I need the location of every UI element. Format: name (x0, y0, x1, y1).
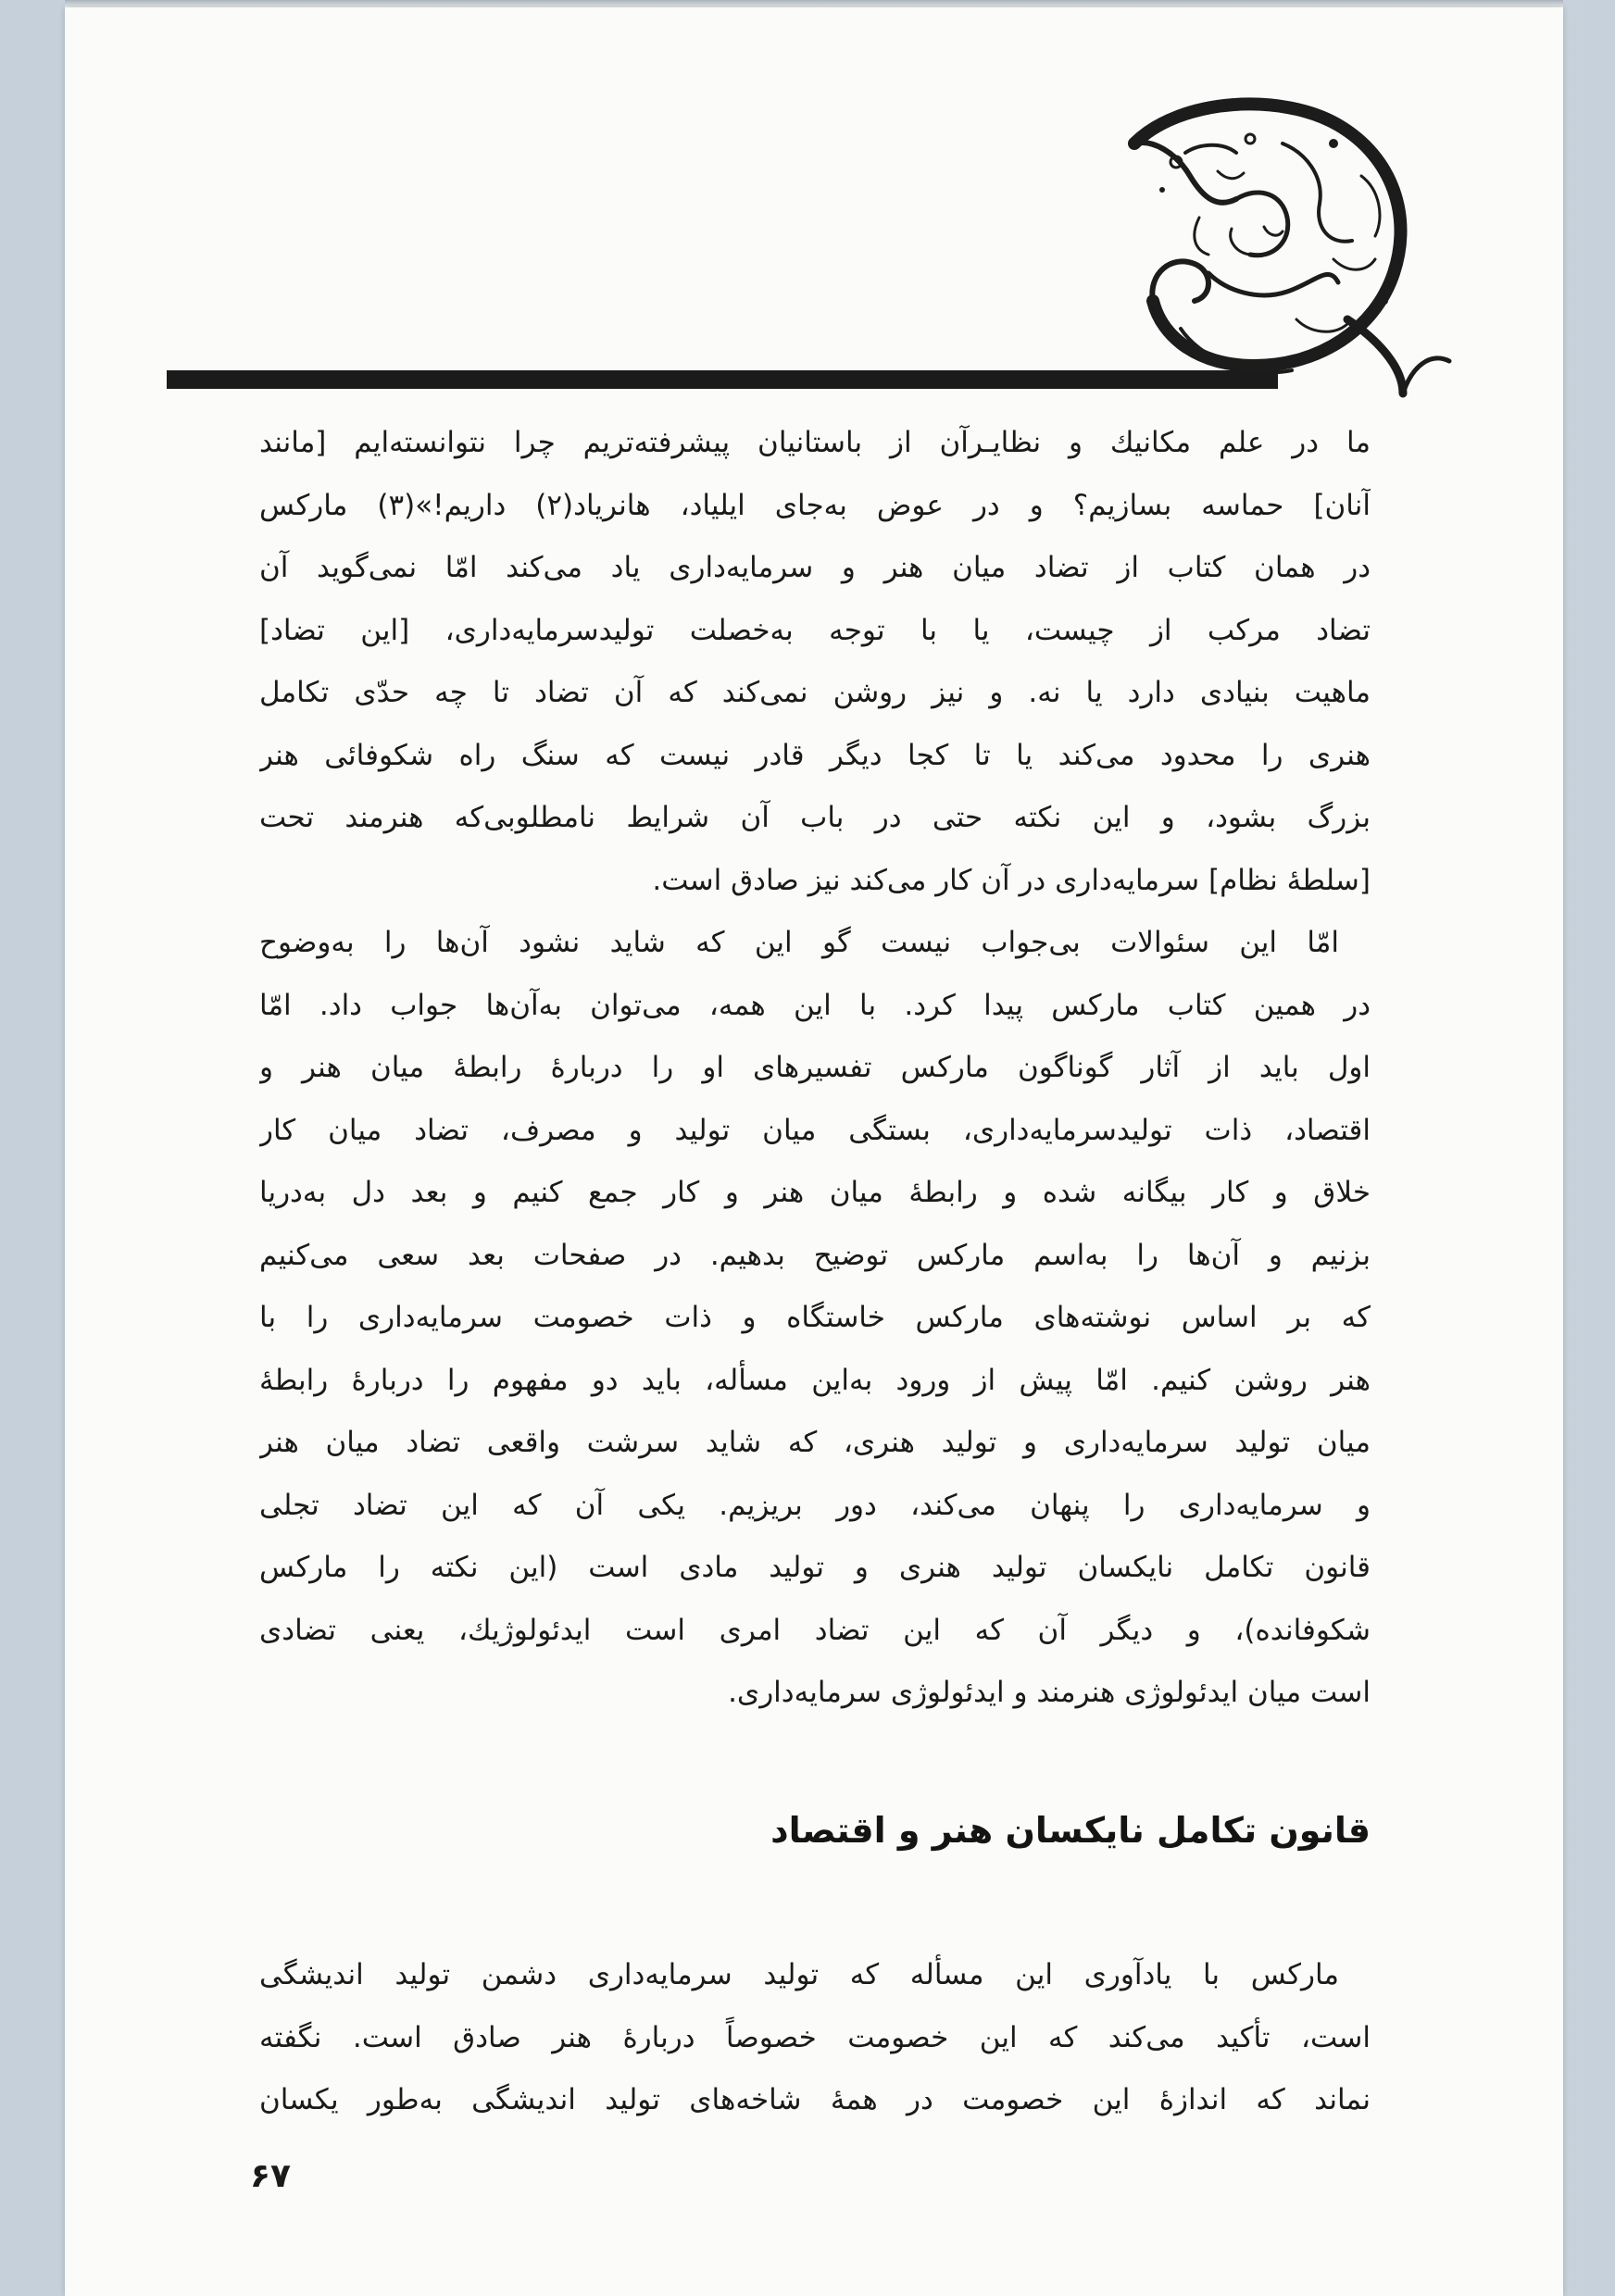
text-line: هنری را محدود می‌کند یا تا کجا دیگر قادر نیست که سنگ راه شکوفائی هنر (259, 738, 1371, 772)
paragraph-2 (259, 912, 1371, 1725)
text-line: است، تأکید می‌کند که این خصومت خصوصاً دربارهٔ هنر صادق است. نگفته (259, 2020, 1371, 2054)
text-line: قانون تکامل نایکسان تولید هنری و تولید مادی است (این نکته را مارکس (259, 1551, 1371, 1584)
text-line: هنر روشن کنیم. امّا پیش از ورود به‌این مسأله، باید دو مفهوم را دربارهٔ رابطهٔ (259, 1363, 1371, 1397)
text-line: تضاد مرکب از چیست، یا با توجه به‌خصلت تولیدسرمایه‌داری، [این تضاد] (259, 613, 1371, 647)
decorative-floral-initial-icon (1097, 88, 1459, 403)
body-text-continued (259, 1944, 1371, 2132)
text-line: مارکس با یادآوری این مسأله که تولید سرمایه‌داری دشمن تولید اندیشگی (259, 1958, 1339, 1991)
text-line: ما در علم مکانیك و نظایـرآن از باستانیان پیشرفته‌تریم چرا نتوانسته‌ایم [مانند (259, 426, 1371, 459)
text-line: میان تولید سرمایه‌داری و تولید هنری، که شاید سرشت واقعی تضاد میان هنر (259, 1426, 1371, 1459)
text-line: [سلطهٔ نظام] سرمایه‌داری در آن کار می‌کند نیز صادق است. (652, 863, 1371, 897)
text-line: و سرمایه‌داری را پنهان می‌کند، دور بریزیم. یکی آن که این تضاد تجلی (259, 1488, 1371, 1522)
text-line: آنان] حماسه بسازیم؟ و در عوض به‌جای ایلیاد، هانریاد(۲) داریم!»(۳) مارکس (259, 488, 1371, 522)
text-line: است میان ایدئولوژی هنرمند و ایدئولوژی سرمایه‌داری. (728, 1676, 1371, 1709)
paragraph-1 (259, 412, 1371, 912)
text-line: اقتصاد، ذات تولیدسرمایه‌داری، بستگی میان تولید و مصرف، تضاد میان کار (259, 1113, 1371, 1147)
text-line: خلاق و کار بیگانه شده و رابطهٔ میان هنر و کار جمع کنیم و بعد دل به‌دریا (259, 1176, 1371, 1209)
text-line: نماند که اندازهٔ این خصومت در همهٔ شاخه‌های تولید اندیشگی به‌طور یکسان (259, 2083, 1371, 2116)
text-line: ماهیت بنیادی دارد یا نه. و نیز روشن نمی‌کند که آن تضاد تا چه حدّی تکامل (259, 676, 1371, 709)
paragraph-3 (259, 1944, 1371, 2132)
header-rule (167, 370, 1278, 389)
text-line: شکوفانده)، و دیگر آن که این تضاد امری است ایدئولوژیك، یعنی تضادی (259, 1613, 1371, 1647)
text-line: در همان کتاب از تضاد میان هنر و سرمایه‌داری یاد می‌کند امّا نمی‌گوید آن (259, 551, 1371, 584)
text-line: در همین کتاب مارکس پیدا کرد. با این همه، می‌توان به‌آن‌ها جواب داد. امّا (259, 988, 1371, 1022)
text-line: بزنیم و آن‌ها را به‌اسم مارکس توضیح بدهیم. در صفحات بعد سعی می‌کنیم (259, 1238, 1371, 1272)
text-line: اول باید از آثار گوناگون مارکس تفسیرهای او را دربارهٔ رابطهٔ میان هنر و (259, 1051, 1371, 1084)
text-line: بزرگ بشود، و این نکته حتی در باب آن شرایط نامطلوبی‌که هنرمند تحت (259, 801, 1371, 834)
section-heading: قانون تکامل نایکسان هنر و اقتصاد (770, 1810, 1371, 1851)
text-line: امّا این سئوالات بی‌جواب نیست گو این که شاید نشود آن‌ها را به‌وضوح (259, 926, 1339, 959)
body-text (259, 412, 1371, 1725)
text-line: که بر اساس نوشته‌های مارکس خاستگاه و ذات خصومت سرمایه‌داری را با (259, 1301, 1371, 1334)
page-number: ۶۷ (250, 2157, 291, 2195)
